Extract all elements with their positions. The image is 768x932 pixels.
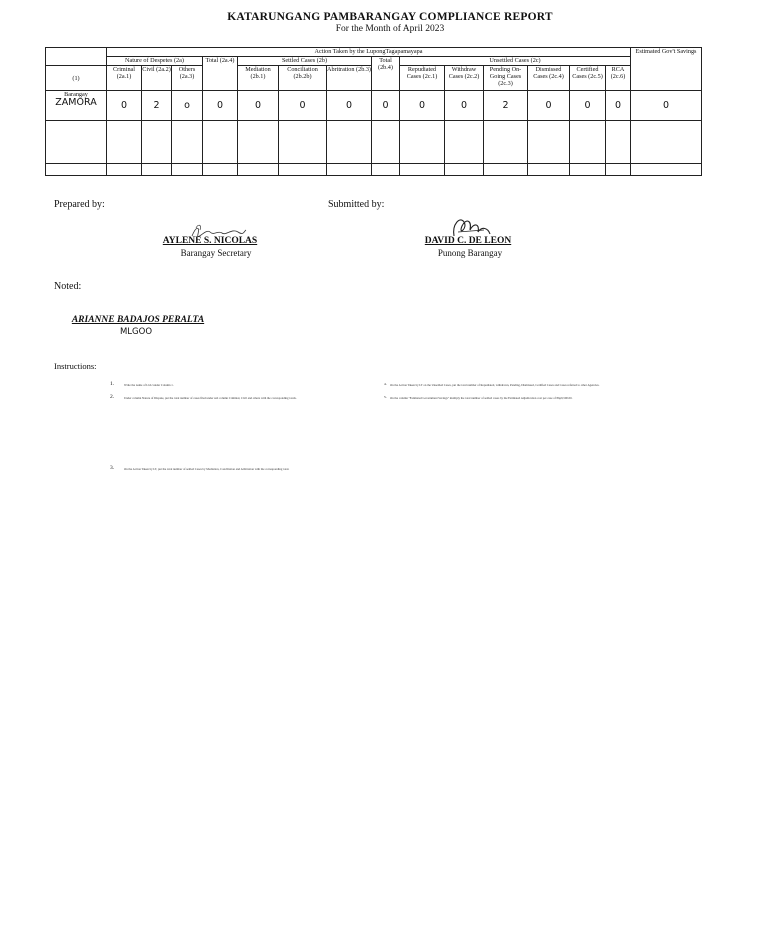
instruction-number: 3. [110,465,115,471]
total-2a-header: Total (2a.4) [203,57,238,91]
barangay-cell [46,91,107,121]
instruction-number: 5. [384,395,387,399]
value-cell: 2 [484,91,528,121]
withdrawn-header: Withdraw Cases (2c.2) [445,66,484,91]
conciliation-header: Conciliation (2b.2b) [279,66,327,91]
criminal-header: Criminal (2a.1) [107,66,142,91]
nature-disputes-header: Nature of Despetes (2a) [107,57,203,66]
value-cell: 0 [528,91,570,121]
arbitration-header: Abritration (2b.3) [327,66,372,91]
estimated-savings-header: Estimated Gov't Savings [631,48,702,91]
noted-label: Noted: [54,281,82,292]
col1-number-header: (1) [46,66,107,91]
action-taken-header: Action Taken by the LupongTagapamayapa [107,48,631,57]
pending-header: Pending On-Going Cases (2c.3) [484,66,528,91]
instruction-text: On the Action Taken by LT, put the total number of settled Cases by Mediation, Conciliation and Arbitration with the corresponding total. [124,467,290,471]
instructions-heading: Instructions: [54,361,97,371]
instruction-text: Under column Nature of Dispute, put the total number of cases filed under sub column Criminal, Civil and others with the corresponding totals. [124,396,297,400]
col1-header [46,48,107,66]
captain-title: Punong Barangay [437,248,503,258]
others-header: Others (2a.3) [172,66,203,91]
instruction-text: On the column "Estimated Government Savings" multiply the total number of settled cases by the Estimated Adjudication cost per case of Php9,500.00. [390,396,573,400]
table-row-empty [46,121,702,164]
prepared-by-label: Prepared by: [54,199,105,210]
value-cell: 0 [327,91,372,121]
value-cell: 0 [400,91,445,121]
value-cell: 0 [606,91,631,121]
mlgoo-name: ARIANNE BADAJOS PERALTA [71,315,205,325]
barangay-name: ZAMORA [55,97,97,108]
instruction-number: 4. [384,382,387,386]
rca-header: RCA (2c.6) [606,66,631,91]
instruction-text: Write the name of LGU under Column 1. [124,383,174,387]
compliance-table [45,47,702,176]
report-title: KATARUNGANG PAMBARANGAY COMPLIANCE REPORT [227,11,553,23]
value-cell: 0 [279,91,327,121]
captain-name: DAVID C. DE LEON [424,236,512,246]
mediation-header: Mediation (2b.1) [238,66,279,91]
barangay-label: Barangay [64,91,88,98]
secretary-title: Barangay Secretary [180,248,252,258]
mlgoo-title: MLGOO [119,327,153,337]
instruction-text: On the Action Taken by LT on the Unsettled Cases, put the total number of Repudiated, withdrawn, Pending, Dismissed, Certified Cases and Cases referred to other Agencies. [390,383,600,387]
dismissed-header: Dismissed Cases (2c.4) [528,66,570,91]
civil-header: Civil (2a.2) [142,66,172,91]
total-2b-header: Total (2b.4) [372,57,400,91]
value-cell: o [172,91,203,121]
table-row [46,91,702,121]
value-cell: 0 [372,91,400,121]
value-cell: 0 [238,91,279,121]
value-cell: 2 [142,91,172,121]
settled-cases-header: Settled Cases (2b) [238,57,372,66]
value-cell: 0 [631,91,702,121]
table-row-empty [46,164,702,176]
instruction-number: 1. [110,381,115,387]
instruction-number: 2. [110,394,115,400]
value-cell: 0 [445,91,484,121]
certified-header: Certified Cases (2c.5) [570,66,606,91]
unsettled-cases-header: Unsettled Cases (2c) [400,57,631,66]
value-cell: 0 [107,91,142,121]
repudiated-header: Repudiated Cases (2c.1) [400,66,445,91]
submitted-by-label: Submitted by: [328,199,385,210]
secretary-name: AYLENE S. NICOLAS [162,236,258,246]
value-cell: 0 [570,91,606,121]
report-subtitle: For the Month of April 2023 [335,24,445,34]
value-cell: 0 [203,91,238,121]
